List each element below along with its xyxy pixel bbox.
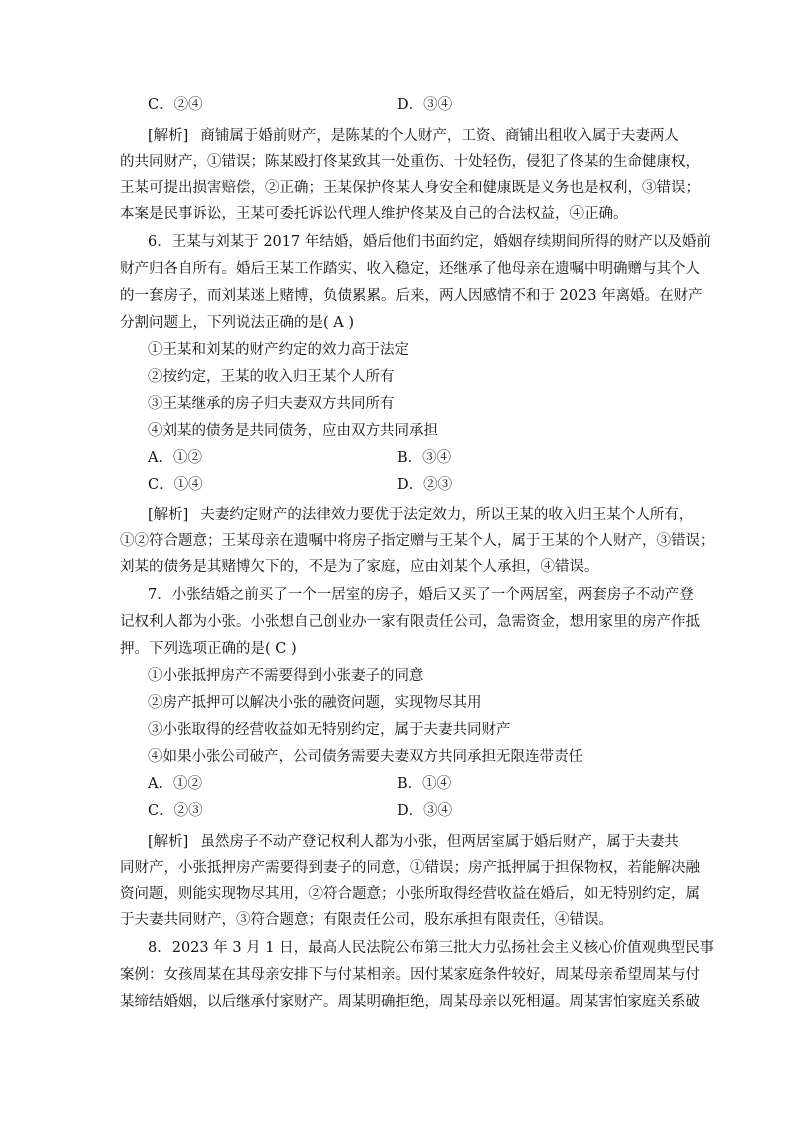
q5-option-d: D．③④ — [397, 97, 453, 113]
analysis-text: 虽然房子不动产登记权利人都为小张，但两居室属于婚后财产，属于夫妻共 — [200, 834, 679, 850]
q6-option-a: A．①② — [148, 450, 202, 466]
q5-analysis-line: 的共同财产，①错误；陈某殴打佟某致其一处重伤、十处轻伤，侵犯了佟某的生命健康权， — [120, 154, 700, 170]
q6-stem: 分割问题上，下列说法正确的是( A ) — [120, 315, 355, 331]
analysis-label: [解析] — [148, 507, 189, 523]
q7-option-a: A．①② — [148, 776, 202, 792]
q6-analysis-line: ①②符合题意；王某母亲在遗嘱中将房子指定赠与王某个人，属于王某的个人财产，③错误； — [120, 533, 715, 549]
q6-analysis-label — [148, 505, 694, 525]
q7-option-c: C．②③ — [148, 803, 203, 819]
q6-statement-1: ①王某和刘某的财产约定的效力高于法定 — [148, 342, 409, 358]
q7-analysis-line: 同财产，小张抵押房产需要得到妻子的同意，①错误；房产抵押属于担保物权，若能解决融 — [120, 860, 700, 876]
q6-statement-4: ④刘某的债务是共同债务，应由双方共同承担 — [148, 423, 438, 439]
q7-stem: 7．小张结婚之前买了一个一居室的房子，婚后又买了一个两居室，两套房子不动产登 — [148, 587, 694, 603]
q8-stem: 8．2023 年 3 月 1 日，最高人民法院公布第三批大力弘扬社会主义核心价值观典型民事 — [148, 940, 715, 956]
q6-stem: 6．王某与刘某于 2017 年结婚，婚后他们书面约定，婚姻存续期间所得的财产以及婚前 — [148, 234, 711, 250]
q7-analysis-line: 于夫妻共同财产，③符合题意；有限责任公司，股东承担有限责任，④错误。 — [120, 912, 613, 928]
q7-analysis-line: 资问题，则能实现物尽其用，②符合题意；小张所取得经营收益在婚后，如无特别约定，属 — [120, 886, 700, 902]
q7-statement-1: ①小张抵押房产不需要得到小张妻子的同意 — [148, 668, 424, 684]
q5-analysis-label — [148, 126, 680, 146]
q6-option-c: C．①④ — [148, 477, 203, 493]
q8-stem: 案例：女孩周某在其母亲安排下与付某相亲。因付某家庭条件较好，周某母亲希望周某与付 — [120, 967, 700, 983]
q6-stem: 的一套房子，而刘某迷上赌博，负债累累。后来，两人因感情不和于 2023 年离婚。在财产 — [120, 288, 703, 304]
q7-statement-3: ③小张取得的经营收益如无特别约定，属于夫妻共同财产 — [148, 722, 511, 738]
q5-analysis-line: 本案是民事诉讼，王某可委托诉讼代理人维护佟某及自己的合法权益，④正确。 — [120, 206, 628, 222]
q7-statement-4: ④如果小张公司破产，公司债务需要夫妻双方共同承担无限连带责任 — [148, 749, 583, 765]
q5-analysis-line: 王某可提出损害赔偿，②正确；王某保护佟某人身安全和健康既是义务也是权利，③错误； — [120, 180, 700, 196]
q6-analysis-line: 刘某的债务是其赌博欠下的，不是为了家庭，应由刘某个人承担，④错误。 — [120, 559, 599, 575]
q5-option-c: C．②④ — [148, 97, 203, 113]
q6-option-b: B．③④ — [397, 450, 452, 466]
analysis-label: [解析] — [148, 834, 189, 850]
analysis-text: 夫妻约定财产的法律效力要优于法定效力，所以王某的收入归王某个人所有， — [200, 507, 694, 523]
q7-statement-2: ②房产抵押可以解决小张的融资问题，实现物尽其用 — [148, 695, 482, 711]
q6-statement-3: ③王某继承的房子归夫妻双方共同所有 — [148, 396, 395, 412]
q7-option-d: D．③④ — [397, 803, 453, 819]
q6-stem: 财产归各自所有。婚后王某工作踏实、收入稳定，还继承了他母亲在遗嘱中明确赠与其个人 — [120, 261, 700, 277]
q7-stem: 记权利人都为小张。小张想自己创业办一家有限责任公司，急需资金，想用家里的房产作抵 — [120, 614, 700, 630]
q6-option-d: D．②③ — [397, 477, 453, 493]
q7-analysis-label — [148, 832, 680, 852]
q8-stem: 某缔结婚姻，以后继承付家财产。周某明确拒绝，周某母亲以死相逼。周某害怕家庭关系破 — [120, 994, 700, 1010]
q7-option-b: B．①④ — [397, 776, 452, 792]
q7-stem: 押。下列选项正确的是( C ) — [120, 641, 297, 657]
analysis-label: [解析] — [148, 128, 189, 144]
analysis-text: 商铺属于婚前财产，是陈某的个人财产，工资、商铺出租收入属于夫妻两人 — [200, 128, 679, 144]
q6-statement-2: ②按约定，王某的收入归王某个人所有 — [148, 369, 395, 385]
